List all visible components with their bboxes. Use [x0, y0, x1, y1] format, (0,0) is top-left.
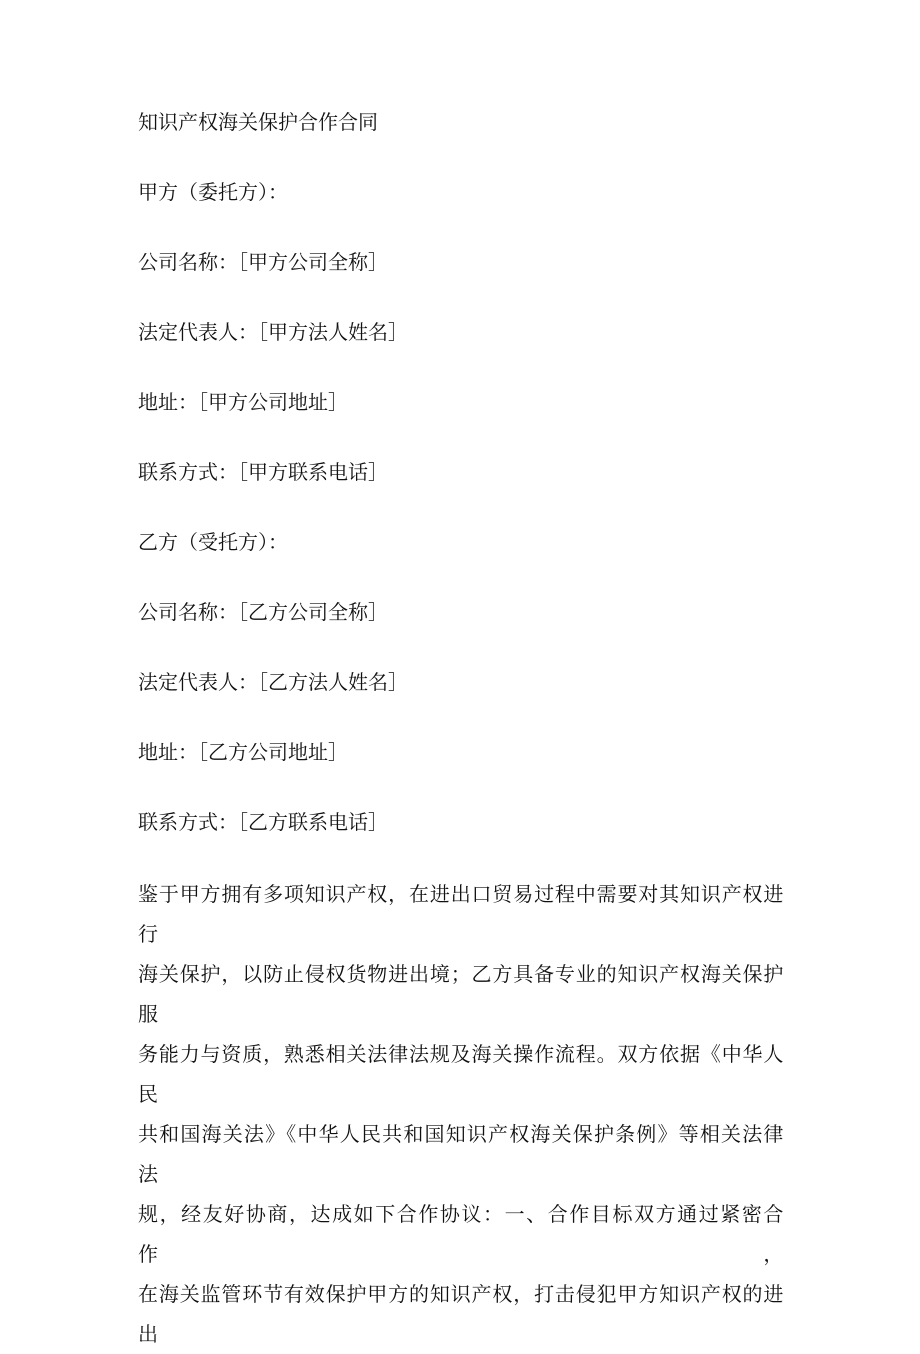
paragraph-line: 规，经友好协商，达成如下合作协议：一、合作目标双方通过紧密合作， — [138, 1202, 784, 1266]
party-a-address: 地址：［甲方公司地址］ — [138, 390, 348, 414]
party-a-legal-representative: 法定代表人：［甲方法人姓名］ — [138, 320, 408, 344]
paragraph-line: 鉴于甲方拥有多项知识产权，在进出口贸易过程中需要对其知识产权进行 — [138, 882, 784, 946]
party-a-company-name: 公司名称：［甲方公司全称］ — [138, 250, 388, 274]
paragraph-line: 在海关监管环节有效保护甲方的知识产权，打击侵犯甲方知识产权的进出 — [138, 1282, 784, 1346]
party-b-legal-representative: 法定代表人：［乙方法人姓名］ — [138, 670, 408, 694]
document-content — [138, 110, 784, 1354]
paragraph-line: 共和国海关法》《中华人民共和国知识产权海关保护条例》等相关法律法 — [138, 1122, 784, 1186]
party-a-contact: 联系方式：［甲方联系电话］ — [138, 460, 388, 484]
party-b-address: 地址：［乙方公司地址］ — [138, 740, 348, 764]
party-b-heading: 乙方（受托方）： — [138, 530, 288, 554]
party-b-company-name: 公司名称：［乙方公司全称］ — [138, 600, 388, 624]
party-b-contact: 联系方式：［乙方联系电话］ — [138, 810, 388, 834]
paragraph-line: 务能力与资质，熟悉相关法律法规及海关操作流程。双方依据《中华人民 — [138, 1042, 784, 1106]
preamble-paragraph — [138, 874, 784, 1354]
document-title: 知识产权海关保护合作合同 — [138, 110, 378, 134]
paragraph-line: 海关保护，以防止侵权货物进出境；乙方具备专业的知识产权海关保护服 — [138, 962, 784, 1026]
party-a-heading: 甲方（委托方）： — [138, 180, 288, 204]
